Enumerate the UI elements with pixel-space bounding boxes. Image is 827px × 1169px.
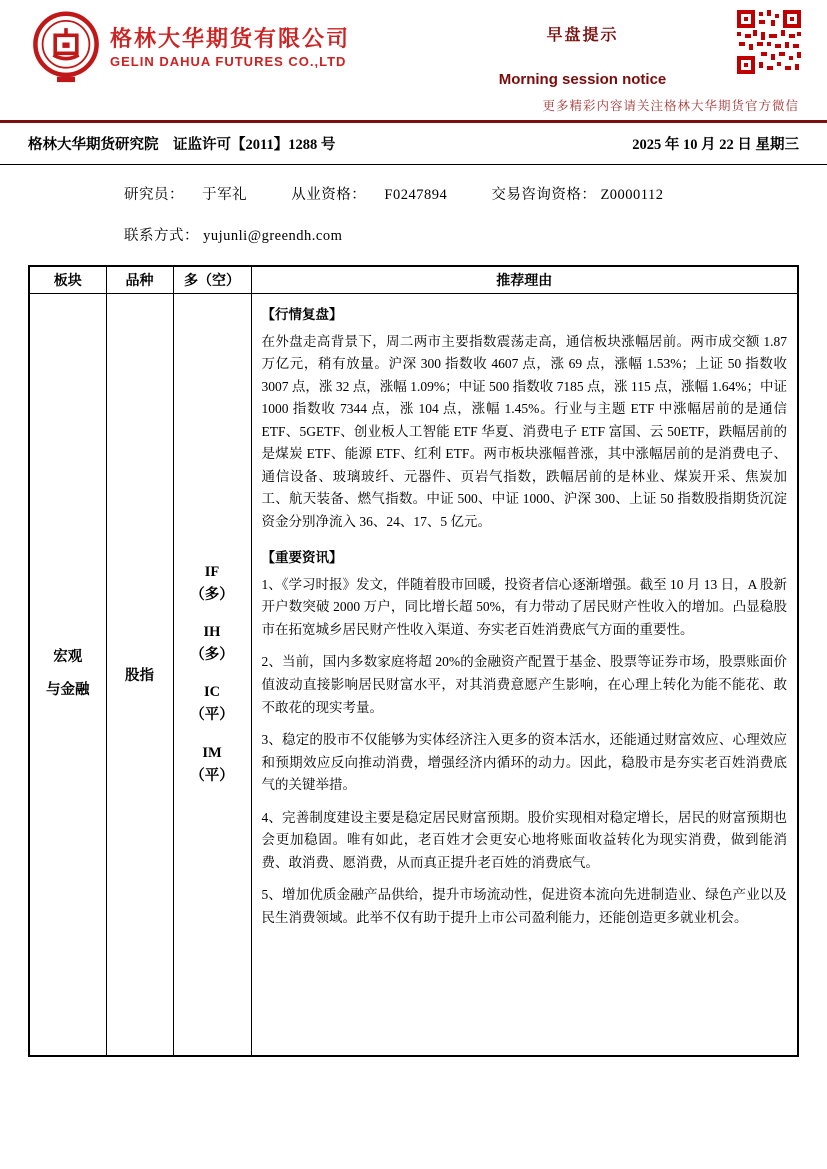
column-header-sector: 板块 — [29, 266, 106, 294]
researcher-info — [0, 165, 827, 245]
contact-label: 联系方式： — [124, 228, 199, 244]
contract-stance: （多） — [190, 647, 234, 664]
notice-title-block — [430, 8, 735, 88]
qr-code — [735, 8, 803, 76]
position-cell — [173, 294, 251, 1056]
advisory-value: Z0000112 — [600, 187, 664, 203]
notice-title-en: Morning session notice — [498, 71, 667, 88]
table-row — [29, 294, 798, 1056]
column-header-position: 多（空） — [173, 266, 251, 294]
contact-email: yujunli@greendh.com — [203, 228, 343, 244]
company-name-en: GELIN DAHUA FUTURES CO.,LTD — [110, 54, 347, 70]
reason-paragraph: 4、完善制度建设主要是稳定居民财富预期。股价实现相对稳定增长，居民的财富预期也会更加稳固。唯有如此，老百姓才会更安心地将账面收益转化为现实消费，做到能消费、敢消费、愿消费，从而真正提升老百姓的消费底气。 — [261, 809, 787, 870]
company-logo-icon — [30, 8, 102, 86]
contract-code: IH — [203, 623, 221, 640]
position-entry — [174, 561, 251, 607]
position-entry — [174, 681, 251, 727]
company-name-cn: 格林大华期货有限公司 — [110, 25, 351, 51]
recommendation-table — [28, 265, 799, 1057]
reason-cell — [251, 294, 798, 1056]
reason-paragraph: 2、当前，国内多数家庭将超 20%的金融资产配置于基金、股票等证券市场，股票账面价值波动直接影响居民财富水平，对其消费意愿产生影响，在心理上转化为能不能花、敢不敢花的现实考量。 — [261, 654, 787, 715]
sector-line: 宏观 — [53, 648, 83, 665]
institute-license-text: 格林大华期货研究院 证监许可【2011】1288 号 — [28, 137, 336, 153]
subheader-bar — [0, 123, 827, 165]
contract-stance: （多） — [190, 586, 234, 603]
company-names — [110, 25, 350, 70]
sector-line: 与金融 — [46, 682, 90, 699]
contract-code: IM — [202, 744, 222, 761]
notice-title-cn: 早盘提示 — [546, 27, 619, 44]
reason-section-heading: 【重要资讯】 — [261, 550, 343, 566]
contract-code: IC — [203, 684, 221, 701]
column-header-variety: 品种 — [106, 266, 173, 294]
contract-code: IF — [204, 563, 220, 580]
reason-paragraph: 1、《学习时报》发文，伴随着股市回暖，投资者信心逐渐增强。截至 10 月 13 日，A 股新开户数突破 2000 万户，同比增长超 50%，有力带动了居民财产性收入的增加。凸显稳股市在拓宽城乡居民财产性收入渠道、夯实老百姓消费底气方面的重要性。 — [261, 576, 787, 637]
company-logo-block — [30, 8, 430, 86]
reason-paragraph: 5、增加优质金融产品供给，提升市场流动性，促进资本流向先进制造业、绿色产业以及民生消费领域。此举不仅有助于提升上市公司盈利能力，还能创造更多就业机会。 — [261, 887, 787, 925]
contract-stance: （平） — [190, 767, 234, 784]
contract-stance: （平） — [190, 707, 234, 724]
cert-label: 从业资格： — [291, 187, 367, 203]
cert-value: F0247894 — [384, 187, 448, 203]
reason-paragraph: 3、稳定的股市不仅能够为实体经济注入更多的资本活水，还能通过财富效应、心理效应和预期效应反向推动消费，增强经济内循环的动力。因此，稳股市是夯实老百姓消费底气的关键举措。 — [261, 732, 787, 793]
position-entry — [174, 742, 251, 788]
variety-cell: 股指 — [106, 294, 173, 1056]
reason-paragraph: 在外盘走高背景下，周二两市主要指数震荡走高，通信板块涨幅居前。两市成交额 1.87 万亿元，稍有放量。沪深 300 指数收 4607 点，涨 69 点，涨幅 1.53%；上证 50 指数收 3007 点，涨 32 点，涨幅 1.09%；中证 500 指数收 7185 点，涨 115 点，涨幅 1.64%；中证 1000 指数收 7344 点，涨 104 点，涨幅 1.45%。行业与主题 ETF 中涨幅居前的是通信 ETF、5GETF、创业板人工智能 ETF 华夏、消费电子 ETF 富国、云 50ETF，跌幅居前的是煤炭 ETF、能源 ETF、红利 ETF。两市板块涨幅普涨，其中涨幅居前的是消费电子、通信设备、玻璃玻纤、元器件、页岩气指数，跌幅居前的是林业、煤炭开采、焦炭加工、航天装备、燃气指数。中证 500、中证 1000、沪深 300、上证 50 指数股指期货沉淀资金分别净流入 36、24、17、5 亿元。 — [261, 333, 787, 529]
column-header-reason: 推荐理由 — [251, 266, 798, 294]
sector-cell — [29, 294, 106, 1056]
report-date: 2025 年 10 月 22 日 星期三 — [632, 137, 799, 153]
wechat-follow-note: 更多精彩内容请关注格林大华期货官方微信 — [542, 99, 799, 113]
advisory-label: 交易咨询资格： — [491, 187, 597, 203]
researcher-role-label: 研究员： — [124, 187, 184, 203]
document-header — [0, 0, 827, 88]
reason-section-heading: 【行情复盘】 — [261, 307, 343, 322]
position-entry — [174, 621, 251, 667]
researcher-line-2 — [124, 224, 827, 245]
qr-code-block — [735, 8, 805, 76]
table-header-row — [29, 266, 798, 294]
researcher-name: 于军礼 — [202, 187, 248, 203]
researcher-line-1 — [124, 183, 827, 204]
